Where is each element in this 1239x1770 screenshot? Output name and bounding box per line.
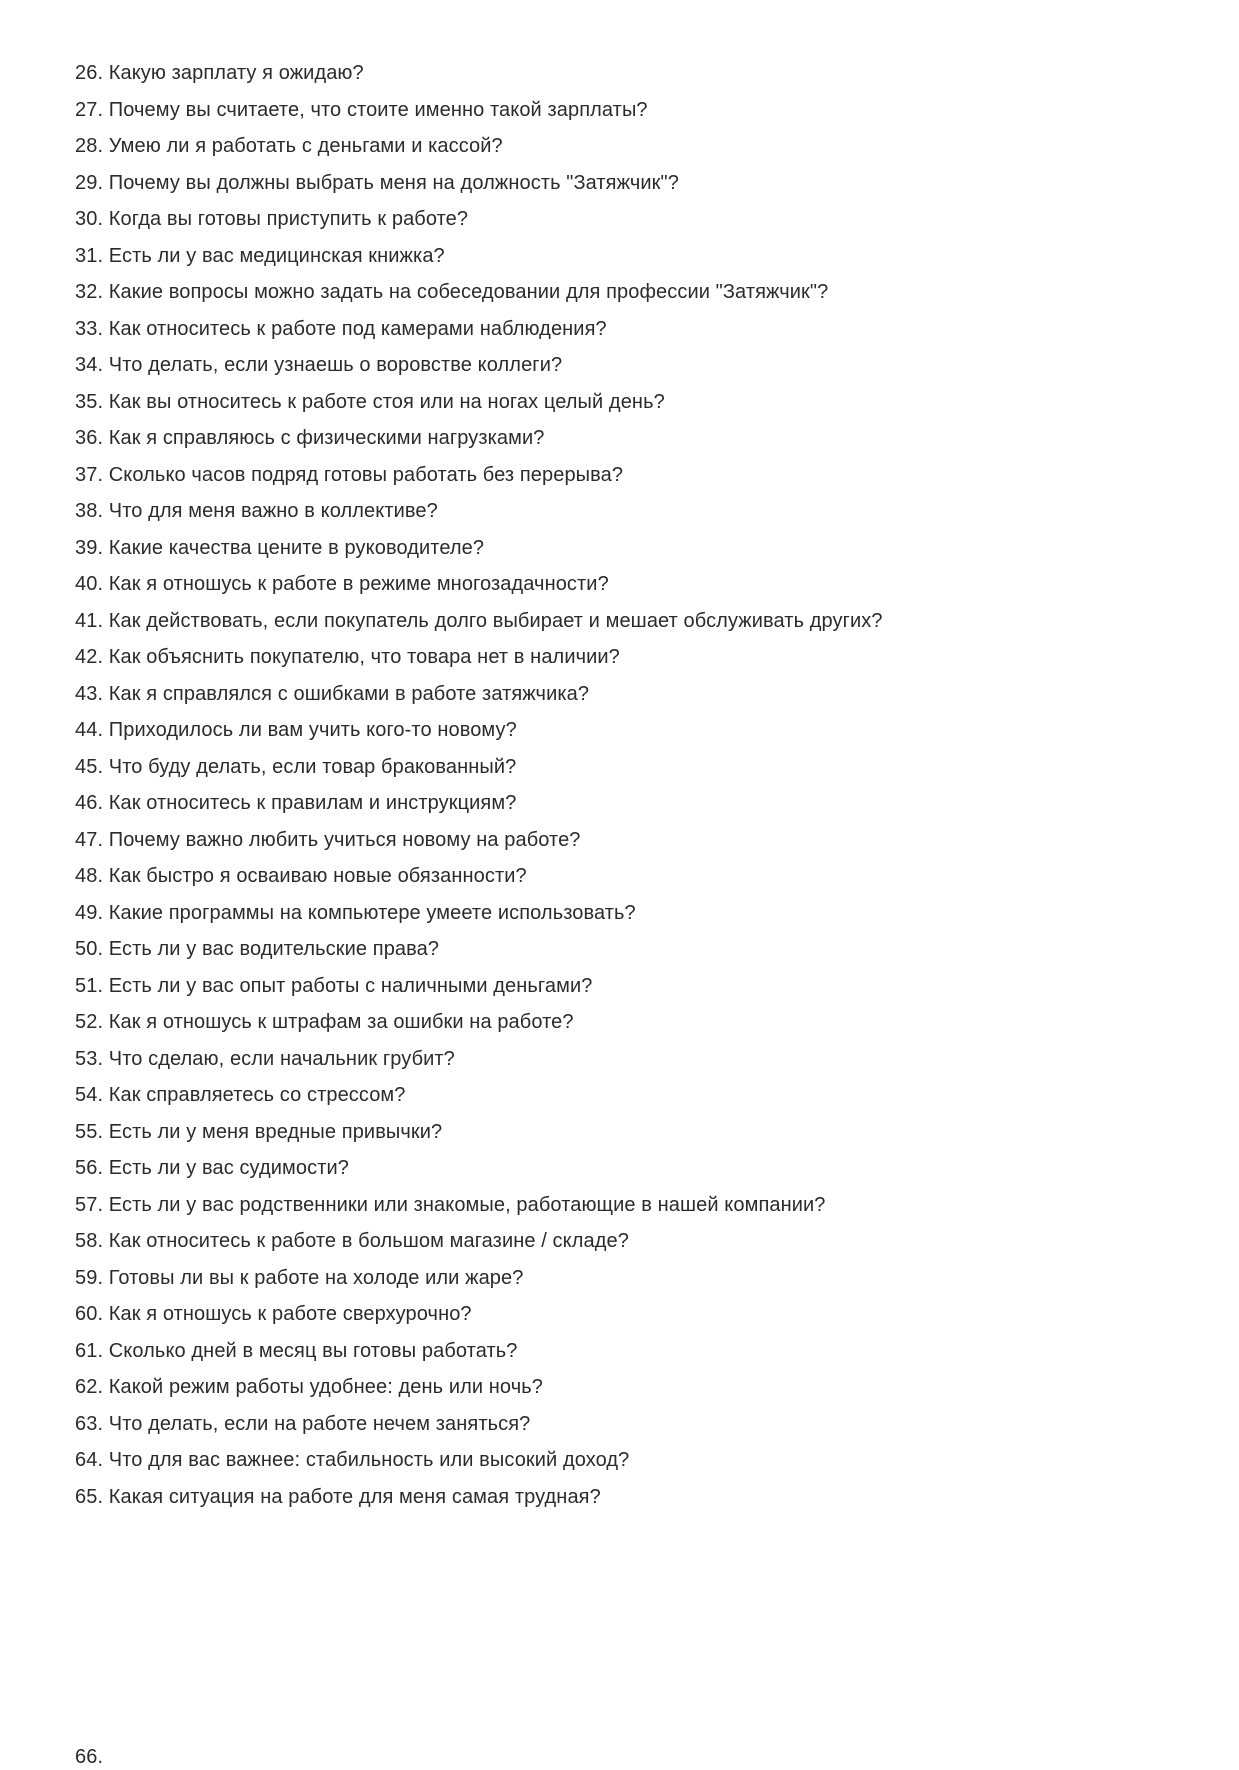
- list-item: 51. Есть ли у вас опыт работы с наличными деньгами?: [75, 974, 593, 997]
- list-item: 61. Сколько дней в месяц вы готовы работать?: [75, 1339, 518, 1362]
- list-item: 58. Как относитесь к работе в большом магазине / складе?: [75, 1230, 629, 1252]
- list-item: 57. Есть ли у вас родственники или знакомые, работающие в нашей компании?: [75, 1193, 826, 1216]
- list-item: 39. Какие качества цените в руководителе?: [75, 536, 485, 559]
- list-item: 49. Какие программы на компьютере умеете использовать?: [75, 901, 636, 924]
- list-item: 64. Что для вас важнее: стабильность или высокий доход?: [75, 1449, 630, 1471]
- list-item: 48. Как быстро я осваиваю новые обязанности?: [75, 865, 527, 887]
- list-item: 42. Как объяснить покупателю, что товара нет в наличии?: [75, 646, 620, 668]
- clipped-bottom-line: 66.: [75, 1746, 104, 1768]
- list-item: 34. Что делать, если узнаешь о воровстве коллеги?: [75, 354, 563, 376]
- list-item: 32. Какие вопросы можно задать на собеседовании для профессии "Затяжчик"?: [75, 281, 829, 303]
- list-item: 44. Приходилось ли вам учить кого-то новому?: [75, 719, 517, 741]
- list-item: 60. Как я отношусь к работе сверхурочно?: [75, 1303, 472, 1325]
- list-item: 26. Какую зарплату я ожидаю?: [75, 62, 364, 84]
- list-item: 43. Как я справлялся с ошибками в работе затяжчика?: [75, 682, 590, 705]
- list-item: 41. Как действовать, если покупатель долго выбирает и мешает обслуживать других?: [75, 609, 883, 632]
- list-item: 33. Как относитесь к работе под камерами наблюдения?: [75, 317, 607, 340]
- list-item: 50. Есть ли у вас водительские права?: [75, 938, 440, 960]
- list-item: 36. Как я справляюсь с физическими нагрузками?: [75, 427, 545, 449]
- list-item: 52. Как я отношусь к штрафам за ошибки на работе?: [75, 1011, 574, 1033]
- list-item: 27. Почему вы считаете, что стоите именно такой зарплаты?: [75, 98, 648, 121]
- list-item: 63. Что делать, если на работе нечем заняться?: [75, 1412, 531, 1435]
- list-item: 62. Какой режим работы удобнее: день или ночь?: [75, 1376, 543, 1398]
- list-item: 35. Как вы относитесь к работе стоя или на ногах целый день?: [75, 390, 665, 413]
- list-item: 55. Есть ли у меня вредные привычки?: [75, 1120, 443, 1143]
- list-item: 38. Что для меня важно в коллективе?: [75, 500, 438, 522]
- list-item: 59. Готовы ли вы к работе на холоде или жаре?: [75, 1266, 524, 1289]
- list-item: 46. Как относитесь к правилам и инструкциям?: [75, 792, 517, 814]
- list-item: 65. Какая ситуация на работе для меня самая трудная?: [75, 1485, 601, 1508]
- list-item: 53. Что сделаю, если начальник грубит?: [75, 1047, 455, 1070]
- list-item: 45. Что буду делать, если товар бракованный?: [75, 755, 517, 778]
- list-item: 31. Есть ли у вас медицинская книжка?: [75, 244, 445, 267]
- list-item: 29. Почему вы должны выбрать меня на должность "Затяжчик"?: [75, 171, 679, 194]
- list-item: 47. Почему важно любить учиться новому на работе?: [75, 828, 581, 851]
- list-item: 30. Когда вы готовы приступить к работе?: [75, 208, 469, 230]
- list-item: 54. Как справляетесь со стрессом?: [75, 1084, 406, 1106]
- list-item: 56. Есть ли у вас судимости?: [75, 1157, 349, 1179]
- list-item: 28. Умею ли я работать с деньгами и кассой?: [75, 135, 503, 157]
- list-item: 40. Как я отношусь к работе в режиме многозадачности?: [75, 573, 609, 595]
- list-item: 37. Сколько часов подряд готовы работать без перерыва?: [75, 463, 624, 486]
- question-list: [75, 55, 1199, 1515]
